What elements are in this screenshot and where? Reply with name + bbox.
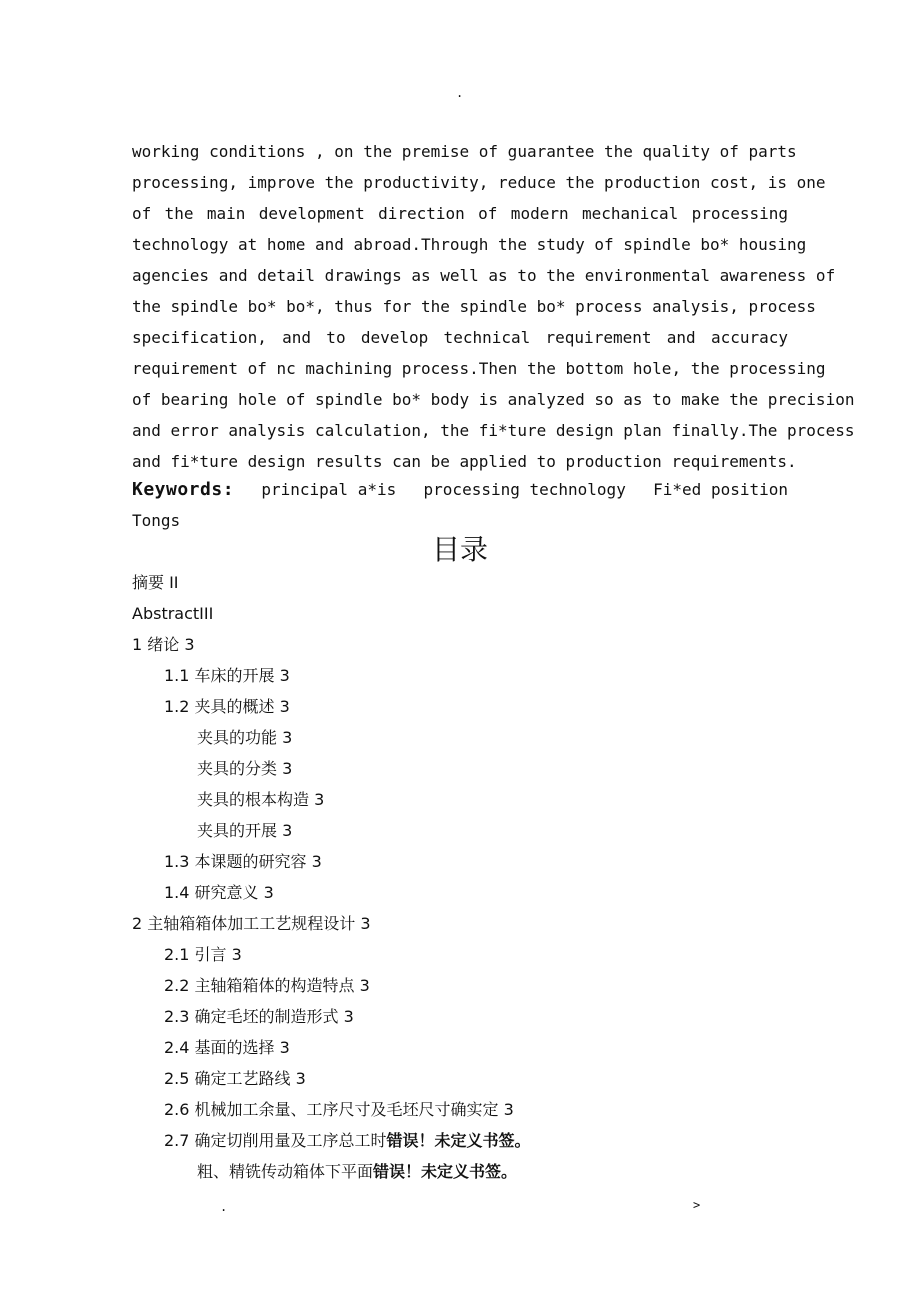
toc-entry-2-4[interactable] <box>132 1032 832 1063</box>
toc-entry-text: 1.1 车床的开展 3 <box>164 666 290 685</box>
abstract-line: the spindle bo* bo*, thus for the spindle bo* process analysis, process <box>132 297 816 316</box>
toc-entry-text: 摘要 II <box>132 573 179 592</box>
toc-entry-2-7[interactable] <box>132 1125 832 1156</box>
footer-mark: . <box>220 1200 228 1214</box>
toc-title: 目录 <box>431 533 488 566</box>
toc-entry-milling-bottom-plane[interactable] <box>132 1156 832 1187</box>
keyword-item: processing technology <box>423 480 626 499</box>
toc-entry-text: 夹具的根本构造 3 <box>197 790 325 809</box>
toc-entry-text: 1.4 研究意义 3 <box>164 883 274 902</box>
toc-entry-abstract-cn[interactable] <box>132 567 832 598</box>
toc-entry-2-2[interactable] <box>132 970 832 1001</box>
toc-entry-chapter-1[interactable] <box>132 629 832 660</box>
header-mark: . <box>456 86 464 100</box>
toc-entry-text: 夹具的功能 3 <box>197 728 293 747</box>
toc-entry-fixture-function[interactable] <box>132 722 832 753</box>
toc-entry-text: 夹具的开展 3 <box>197 821 293 840</box>
toc-entry-text: 1.3 本课题的研究容 3 <box>164 852 322 871</box>
toc-entry-2-1[interactable] <box>132 939 832 970</box>
bookmark-error: 错误！未定义书签。 <box>373 1162 518 1181</box>
toc-entry-text: 2 主轴箱箱体加工工艺规程设计 3 <box>132 914 371 933</box>
toc-entry-fixture-development[interactable] <box>132 815 832 846</box>
abstract-line: of the main development direction of modern mechanical processing <box>132 204 788 223</box>
keywords-row <box>132 474 788 505</box>
abstract-line: of bearing hole of spindle bo* body is analyzed so as to make the precision <box>132 390 855 409</box>
toc-entry-fixture-classification[interactable] <box>132 753 832 784</box>
toc-entry-abstract-en[interactable] <box>132 598 832 629</box>
toc-entry-text: 2.2 主轴箱箱体的构造特点 3 <box>164 976 370 995</box>
abstract-line: and error analysis calculation, the fi*ture design plan finally.The process <box>132 421 855 440</box>
toc-entry-text: AbstractIII <box>132 604 214 623</box>
toc-entry-text: 1.2 夹具的概述 3 <box>164 697 290 716</box>
table-of-contents <box>132 567 832 1187</box>
toc-entry-chapter-2[interactable] <box>132 908 832 939</box>
toc-entry-1-4[interactable] <box>132 877 832 908</box>
abstract-line: agencies and detail drawings as well as to the environmental awareness of <box>132 266 836 285</box>
abstract-paragraph <box>132 136 855 477</box>
toc-entry-text: 粗、精铣传动箱体下平面 <box>197 1162 374 1181</box>
abstract-line: processing, improve the productivity, reduce the production cost, is one <box>132 173 826 192</box>
toc-entry-1-3[interactable] <box>132 846 832 877</box>
toc-entry-text: 2.1 引言 3 <box>164 945 242 964</box>
toc-entry-1-2[interactable] <box>132 691 832 722</box>
keyword-item: Fi*ed position <box>653 480 788 499</box>
toc-entry-text: 1 绪论 3 <box>132 635 195 654</box>
abstract-line: and fi*ture design results can be applied to production requirements. <box>132 452 797 471</box>
abstract-line: working conditions , on the premise of guarantee the quality of parts <box>132 142 797 161</box>
keywords-label: Keywords: <box>132 479 235 500</box>
abstract-line: technology at home and abroad.Through the study of spindle bo* housing <box>132 235 807 254</box>
toc-entry-fixture-structure[interactable] <box>132 784 832 815</box>
toc-entry-text: 2.6 机械加工余量、工序尺寸及毛坯尺寸确实定 3 <box>164 1100 514 1119</box>
abstract-line: specification, and to develop technical requirement and accuracy <box>132 328 788 347</box>
bookmark-error: 错误！未定义书签。 <box>386 1131 531 1150</box>
toc-entry-2-3[interactable] <box>132 1001 832 1032</box>
footer-arrow: > <box>693 1198 701 1212</box>
toc-entry-2-5[interactable] <box>132 1063 832 1094</box>
toc-entry-1-1[interactable] <box>132 660 832 691</box>
keyword-item: principal a*is <box>261 480 397 499</box>
abstract-line: requirement of nc machining process.Then the bottom hole, the processing <box>132 359 826 378</box>
toc-entry-text: 2.7 确定切削用量及工序总工时 <box>164 1131 387 1150</box>
toc-entry-2-6[interactable] <box>132 1094 832 1125</box>
keyword-continuation: Tongs <box>132 511 181 530</box>
toc-entry-text: 2.4 基面的选择 3 <box>164 1038 290 1057</box>
toc-entry-text: 夹具的分类 3 <box>197 759 293 778</box>
toc-entry-text: 2.5 确定工艺路线 3 <box>164 1069 306 1088</box>
toc-entry-text: 2.3 确定毛坯的制造形式 3 <box>164 1007 354 1026</box>
